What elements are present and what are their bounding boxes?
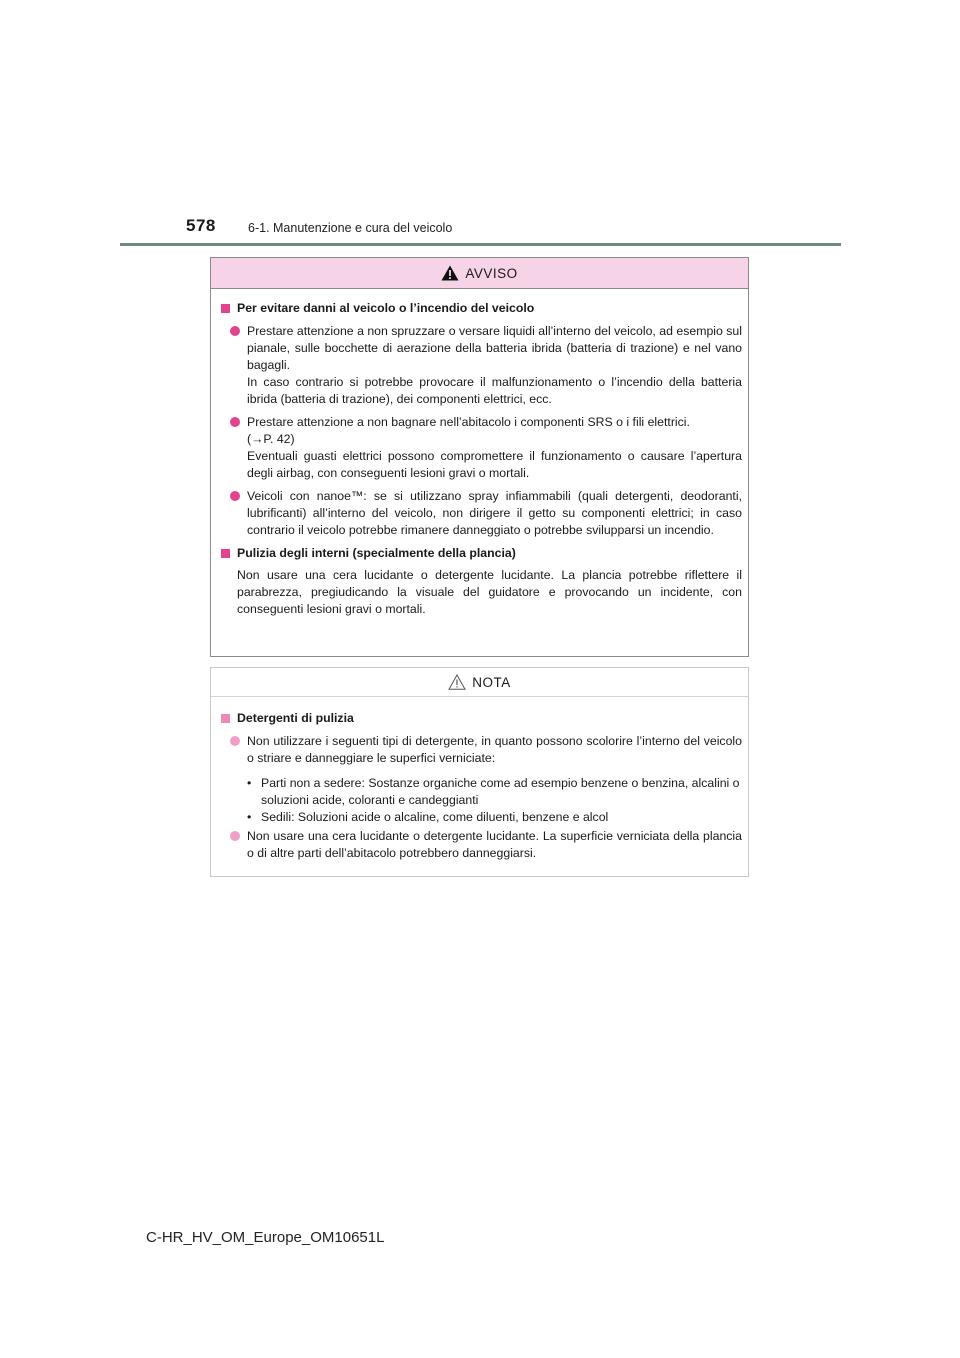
list-item: Veicoli con nanoe™: se si utilizzano spray infiammabili (quali detergenti, deodoranti, lubrificanti) all’interno del veicolo, non dirigere il getto su componenti elettrici; in caso contrario il veicolo potrebbe rimanere danneggiato o potrebbe svilupparsi un incendio. — [230, 488, 742, 539]
square-bullet-icon — [221, 549, 230, 558]
sub-list-item: • Sedili: Soluzioni acide o alcaline, come diluenti, benzene e alcol — [247, 810, 609, 824]
square-bullet-icon — [221, 714, 230, 723]
list-item: Prestare attenzione a non spruzzare o versare liquidi all’interno del veicolo, ad esempio sul pianale, sulle bocchette di aerazione della batteria ibrida (batteria di trazione) e nel vano bagagli. In caso contrario si potrebbe provocare il malfunzionamento o l’incendio della batteria ibrida (batteria di trazione), dei componenti elettrici, ecc. — [230, 323, 742, 408]
warning-title: AVVISO — [465, 265, 518, 281]
warning-paragraph: Non usare una cera lucidante o detergente lucidante. La plancia potrebbe riflettere il parabrezza, pregiudicando la visuale del guidatore e provocando un incidente, con conseguenti lesioni gravi o mortali. — [237, 568, 742, 616]
note-heading: Detergenti di pulizia — [218, 710, 742, 727]
warning-box — [210, 257, 749, 657]
page-reference: (→P. 42) — [247, 432, 295, 446]
square-bullet-icon — [221, 304, 230, 313]
section-title: 6-1. Manutenzione e cura del veicolo — [248, 221, 453, 235]
round-bullet-icon — [230, 417, 240, 427]
list-item: Prestare attenzione a non bagnare nell’abitacolo i componenti SRS o i fili elettrici. (→P. 42) Eventuali guasti elettrici possono compromettere il funzionamento o causare l’apertura degli airbag, con conseguenti lesioni gravi o mortali. — [230, 414, 742, 482]
round-bullet-icon — [230, 736, 240, 746]
note-box — [210, 667, 749, 877]
list-item: Non usare una cera lucidante o detergente lucidante. La superficie verniciata della plancia o di altre parti dell’abitacolo potrebbero danneggiarsi. — [230, 828, 742, 862]
note-title: NOTA — [472, 674, 511, 690]
warning-heading-fire: Per evitare danni al veicolo o l’incendio del veicolo — [218, 300, 742, 317]
sub-list-item: • Parti non a sedere: Sostanze organiche come ad esempio benzene o benzina, alcalini o soluzioni acide, coloranti e candeggianti — [247, 776, 740, 807]
warning-triangle-icon — [441, 265, 459, 281]
warning-heading-cleaning: Pulizia degli interni (specialmente della plancia) — [218, 545, 742, 562]
round-bullet-icon — [230, 491, 240, 501]
round-bullet-icon — [230, 831, 240, 841]
sub-list — [247, 775, 742, 826]
round-bullet-icon — [230, 326, 240, 336]
page-number: 578 — [186, 216, 216, 235]
caution-triangle-icon — [448, 674, 466, 690]
header-rule — [120, 243, 841, 246]
document-code: C-HR_HV_OM_Europe_OM10651L — [146, 1229, 385, 1246]
warning-header — [211, 258, 748, 289]
note-header — [211, 668, 748, 697]
list-item: Non utilizzare i seguenti tipi di detergente, in quanto possono scolorire l’interno del veicolo o striare e danneggiare le superfici verniciate: — [230, 733, 742, 767]
